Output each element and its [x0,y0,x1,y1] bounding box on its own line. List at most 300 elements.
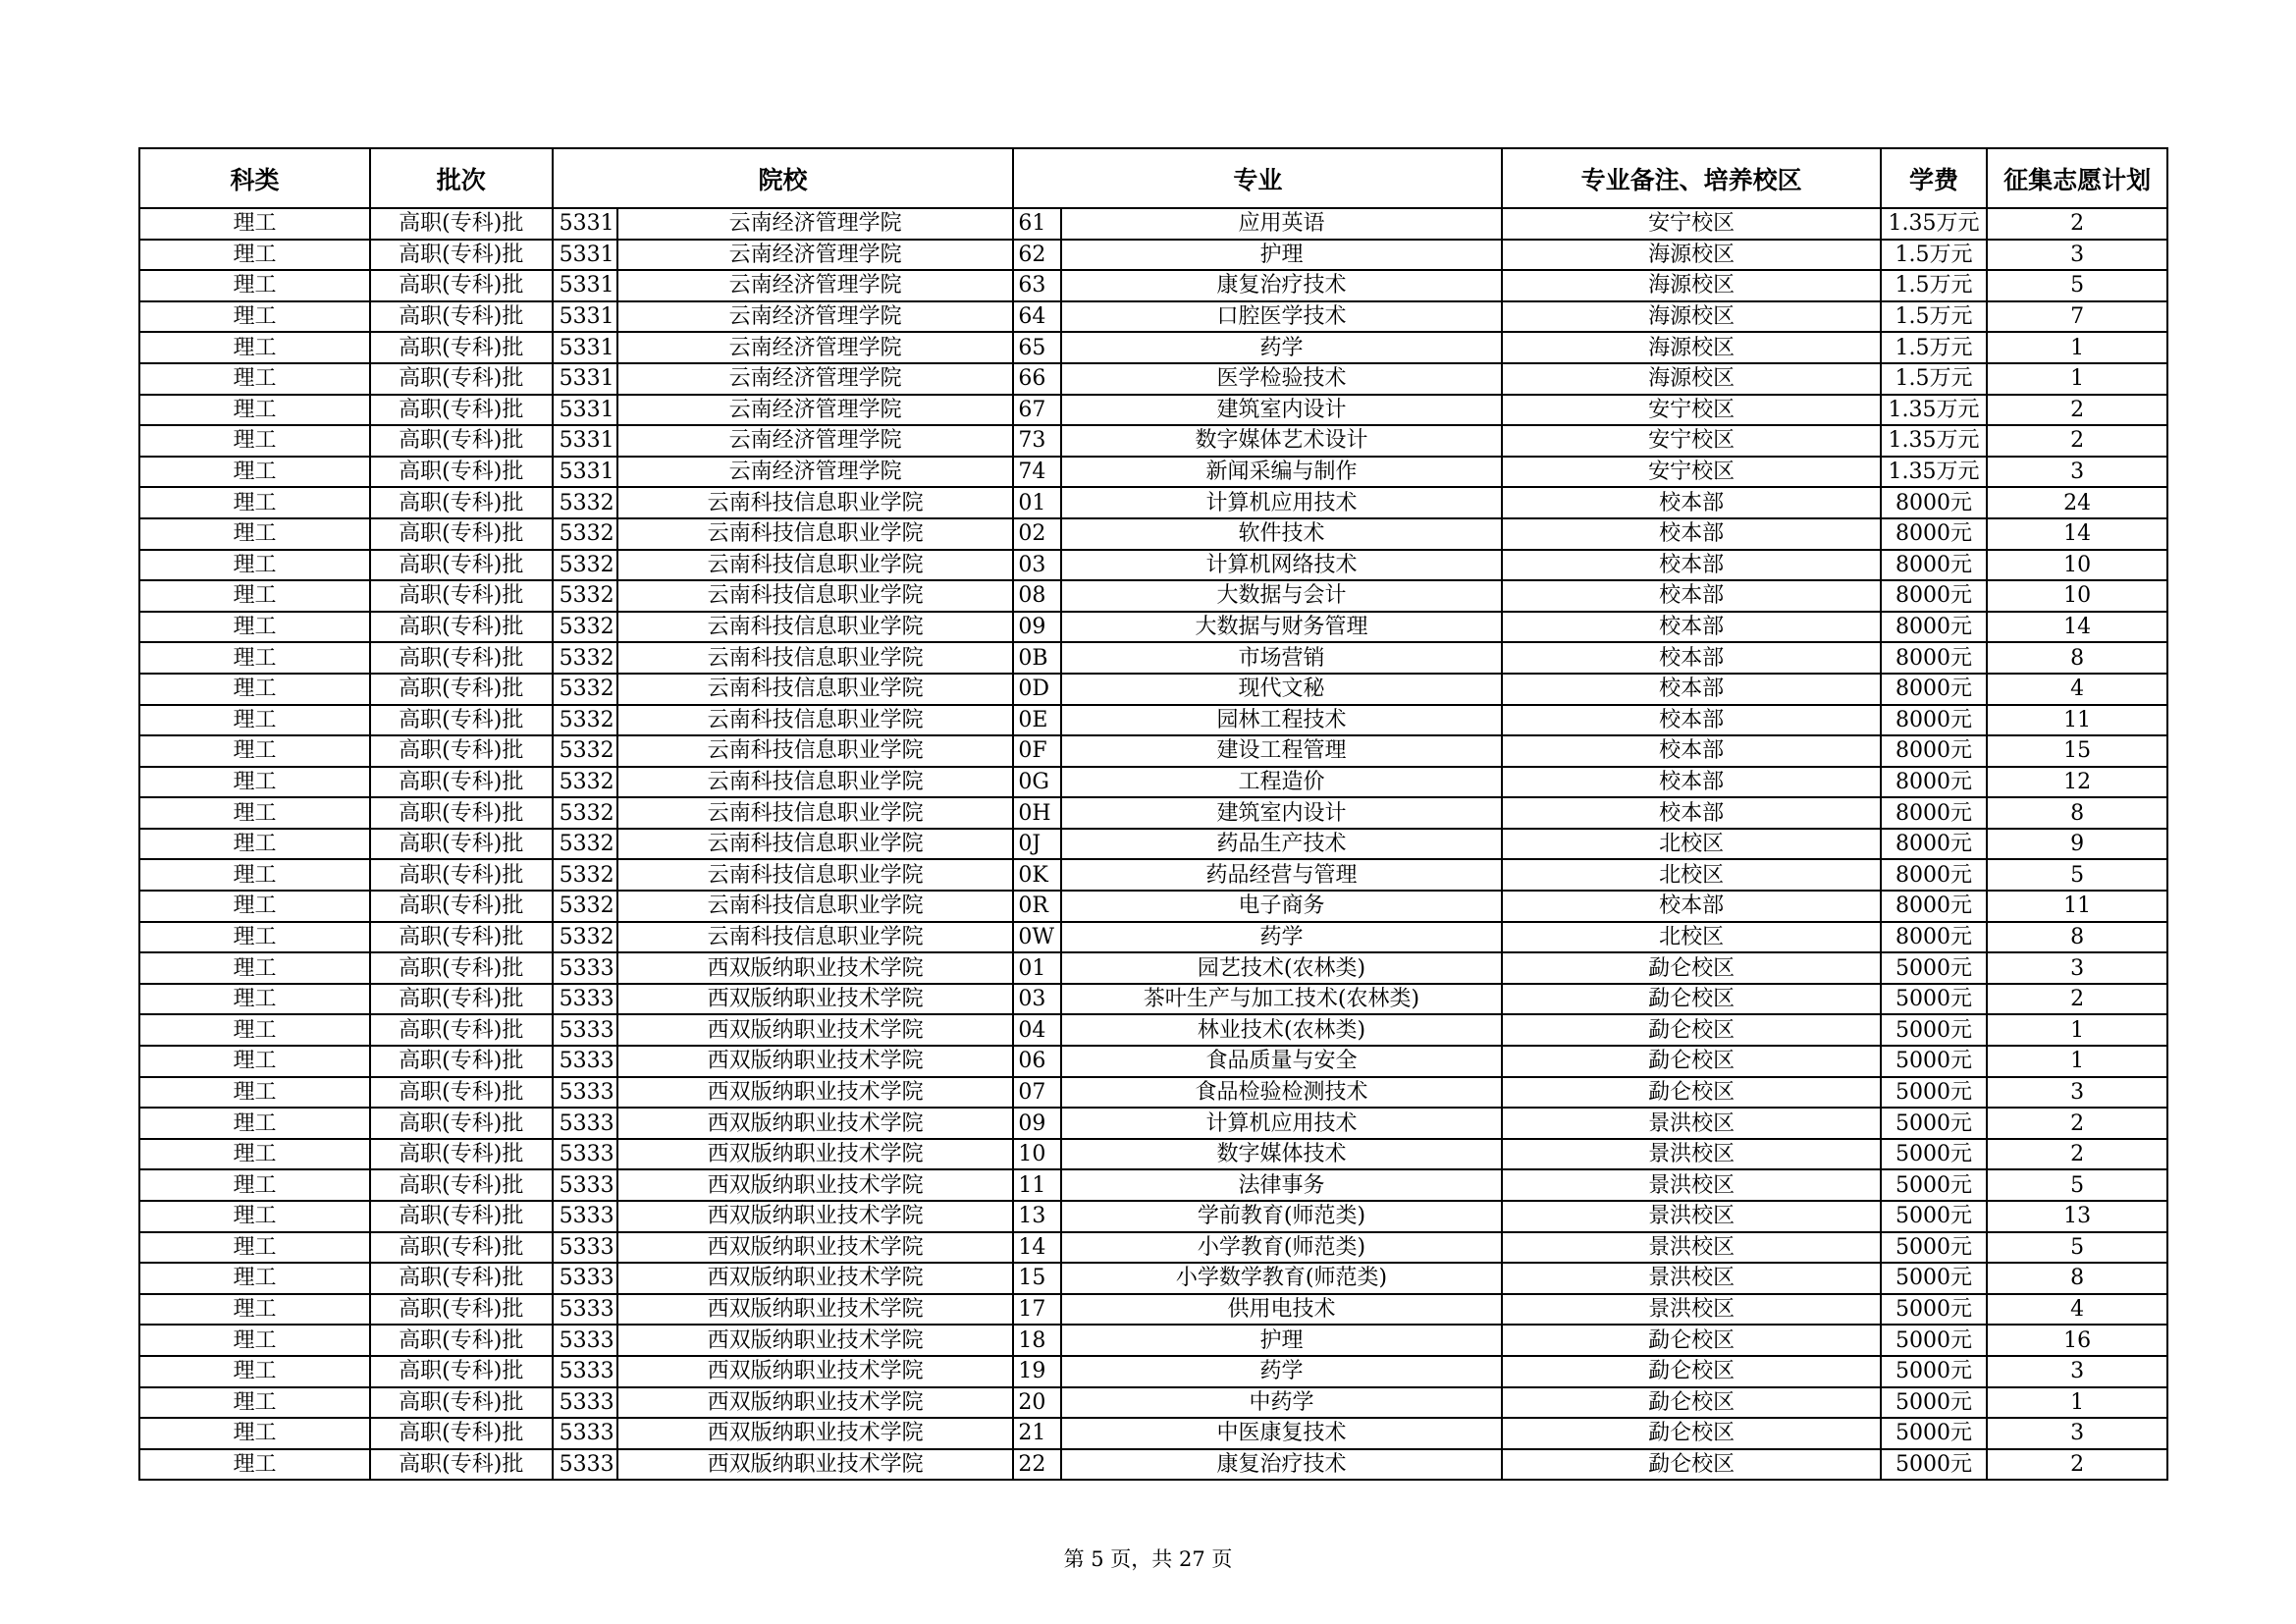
school-name-cell: 西双版纳职业技术学院 [617,1169,1014,1201]
major-name-cell: 数字媒体技术 [1061,1139,1503,1170]
batch-cell: 高职(专科)批 [370,735,553,767]
major-code-cell: 01 [1013,487,1060,518]
campus-cell: 北校区 [1502,829,1880,860]
campus-cell: 校本部 [1502,891,1880,922]
school-name-cell: 云南经济管理学院 [617,270,1014,301]
category-cell: 理工 [139,1169,370,1201]
batch-cell: 高职(专科)批 [370,1418,553,1449]
major-code-cell: 0R [1013,891,1060,922]
campus-cell: 景洪校区 [1502,1139,1880,1170]
major-name-cell: 计算机网络技术 [1061,550,1503,581]
school-code-cell: 5333 [553,1356,617,1387]
batch-cell: 高职(专科)批 [370,1014,553,1046]
category-cell: 理工 [139,1356,370,1387]
page-number: 第 5 页，共 27 页 [1063,1547,1233,1571]
major-code-cell: 0H [1013,797,1060,829]
fee-cell: 5000元 [1881,1077,1987,1109]
campus-cell: 海源校区 [1502,363,1880,395]
fee-cell: 8000元 [1881,922,1987,953]
batch-cell: 高职(专科)批 [370,767,553,798]
batch-cell: 高职(专科)批 [370,1169,553,1201]
major-name-cell: 计算机应用技术 [1061,487,1503,518]
category-cell: 理工 [139,735,370,767]
school-code-cell: 5333 [553,1232,617,1264]
school-code-cell: 5331 [553,363,617,395]
campus-cell: 校本部 [1502,705,1880,736]
campus-cell: 海源校区 [1502,240,1880,271]
batch-cell: 高职(专科)批 [370,1387,553,1419]
campus-cell: 校本部 [1502,612,1880,643]
campus-cell: 校本部 [1502,797,1880,829]
fee-cell: 5000元 [1881,1139,1987,1170]
campus-cell: 海源校区 [1502,270,1880,301]
plan-cell: 1 [1987,1014,2167,1046]
school-name-cell: 云南科技信息职业学院 [617,859,1014,891]
campus-cell: 北校区 [1502,859,1880,891]
category-cell: 理工 [139,1418,370,1449]
school-name-cell: 云南经济管理学院 [617,363,1014,395]
category-cell: 理工 [139,270,370,301]
table-row [139,1325,2167,1356]
school-name-cell: 云南科技信息职业学院 [617,518,1014,550]
fee-cell: 8000元 [1881,735,1987,767]
campus-cell: 校本部 [1502,642,1880,674]
fee-cell: 5000元 [1881,1263,1987,1294]
campus-cell: 勐仑校区 [1502,1077,1880,1109]
school-code-cell: 5332 [553,735,617,767]
fee-cell: 1.5万元 [1881,332,1987,363]
plan-cell: 2 [1987,208,2167,240]
batch-cell: 高职(专科)批 [370,705,553,736]
campus-cell: 景洪校区 [1502,1232,1880,1264]
plan-cell: 5 [1987,859,2167,891]
major-code-cell: 74 [1013,457,1060,488]
table-row [139,518,2167,550]
fee-cell: 8000元 [1881,674,1987,705]
fee-cell: 5000元 [1881,1232,1987,1264]
category-cell: 理工 [139,1108,370,1139]
major-name-cell: 小学教育(师范类) [1061,1232,1503,1264]
fee-cell: 5000元 [1881,1325,1987,1356]
school-code-cell: 5332 [553,612,617,643]
category-cell: 理工 [139,705,370,736]
fee-cell: 1.35万元 [1881,425,1987,457]
major-name-cell: 建筑室内设计 [1061,797,1503,829]
category-cell: 理工 [139,395,370,426]
campus-cell: 校本部 [1502,580,1880,612]
school-code-cell: 5332 [553,580,617,612]
batch-cell: 高职(专科)批 [370,829,553,860]
plan-cell: 9 [1987,829,2167,860]
major-name-cell: 应用英语 [1061,208,1503,240]
batch-cell: 高职(专科)批 [370,1077,553,1109]
major-name-cell: 康复治疗技术 [1061,1449,1503,1481]
major-name-cell: 中医康复技术 [1061,1418,1503,1449]
category-cell: 理工 [139,240,370,271]
major-code-cell: 09 [1013,612,1060,643]
major-name-cell: 茶叶生产与加工技术(农林类) [1061,984,1503,1015]
plan-cell: 1 [1987,1387,2167,1419]
fee-cell: 8000元 [1881,767,1987,798]
school-code-cell: 5332 [553,487,617,518]
table-row [139,952,2167,984]
school-code-cell: 5331 [553,425,617,457]
major-name-cell: 法律事务 [1061,1169,1503,1201]
major-name-cell: 小学数学教育(师范类) [1061,1263,1503,1294]
batch-cell: 高职(专科)批 [370,891,553,922]
batch-cell: 高职(专科)批 [370,1232,553,1264]
school-name-cell: 云南经济管理学院 [617,301,1014,333]
major-name-cell: 药品经营与管理 [1061,859,1503,891]
category-cell: 理工 [139,829,370,860]
fee-cell: 8000元 [1881,487,1987,518]
batch-cell: 高职(专科)批 [370,674,553,705]
fee-cell: 5000元 [1881,1014,1987,1046]
category-cell: 理工 [139,208,370,240]
campus-cell: 海源校区 [1502,301,1880,333]
plan-cell: 5 [1987,1169,2167,1201]
table-row [139,208,2167,240]
table-row [139,270,2167,301]
major-name-cell: 大数据与财务管理 [1061,612,1503,643]
campus-cell: 景洪校区 [1502,1294,1880,1326]
major-code-cell: 0D [1013,674,1060,705]
fee-cell: 8000元 [1881,705,1987,736]
batch-cell: 高职(专科)批 [370,208,553,240]
campus-cell: 校本部 [1502,767,1880,798]
school-code-cell: 5331 [553,301,617,333]
major-code-cell: 67 [1013,395,1060,426]
category-cell: 理工 [139,1232,370,1264]
school-code-cell: 5333 [553,1108,617,1139]
school-code-cell: 5331 [553,395,617,426]
school-name-cell: 云南经济管理学院 [617,457,1014,488]
category-cell: 理工 [139,797,370,829]
major-name-cell: 市场营销 [1061,642,1503,674]
plan-cell: 10 [1987,550,2167,581]
batch-cell: 高职(专科)批 [370,859,553,891]
batch-cell: 高职(专科)批 [370,1139,553,1170]
major-name-cell: 供用电技术 [1061,1294,1503,1326]
batch-cell: 高职(专科)批 [370,425,553,457]
fee-cell: 1.5万元 [1881,301,1987,333]
campus-cell: 勐仑校区 [1502,1418,1880,1449]
school-name-cell: 西双版纳职业技术学院 [617,1294,1014,1326]
plan-cell: 14 [1987,612,2167,643]
fee-cell: 5000元 [1881,1108,1987,1139]
campus-cell: 安宁校区 [1502,208,1880,240]
plan-cell: 1 [1987,1046,2167,1077]
major-code-cell: 0E [1013,705,1060,736]
batch-cell: 高职(专科)批 [370,952,553,984]
school-code-cell: 5331 [553,457,617,488]
school-code-cell: 5331 [553,240,617,271]
batch-cell: 高职(专科)批 [370,580,553,612]
major-name-cell: 康复治疗技术 [1061,270,1503,301]
school-code-cell: 5333 [553,1325,617,1356]
header-row [139,148,2167,208]
batch-cell: 高职(专科)批 [370,518,553,550]
school-name-cell: 西双版纳职业技术学院 [617,984,1014,1015]
table-row [139,922,2167,953]
category-cell: 理工 [139,425,370,457]
campus-cell: 校本部 [1502,550,1880,581]
plan-cell: 3 [1987,952,2167,984]
major-code-cell: 20 [1013,1387,1060,1419]
batch-cell: 高职(专科)批 [370,457,553,488]
plan-cell: 11 [1987,705,2167,736]
school-code-cell: 5332 [553,829,617,860]
campus-cell: 勐仑校区 [1502,1014,1880,1046]
school-code-cell: 5332 [553,518,617,550]
major-code-cell: 09 [1013,1108,1060,1139]
fee-cell: 8000元 [1881,797,1987,829]
school-name-cell: 西双版纳职业技术学院 [617,1356,1014,1387]
major-name-cell: 建筑室内设计 [1061,395,1503,426]
campus-cell: 勐仑校区 [1502,1325,1880,1356]
table-row [139,301,2167,333]
school-name-cell: 云南经济管理学院 [617,395,1014,426]
school-name-cell: 西双版纳职业技术学院 [617,1046,1014,1077]
fee-cell: 5000元 [1881,1201,1987,1232]
table-row [139,487,2167,518]
table-row [139,457,2167,488]
school-code-cell: 5333 [553,1418,617,1449]
school-name-cell: 西双版纳职业技术学院 [617,1232,1014,1264]
school-code-cell: 5332 [553,674,617,705]
major-code-cell: 22 [1013,1449,1060,1481]
table-row [139,797,2167,829]
school-name-cell: 云南科技信息职业学院 [617,642,1014,674]
table-row [139,240,2167,271]
school-name-cell: 云南科技信息职业学院 [617,922,1014,953]
campus-cell: 安宁校区 [1502,457,1880,488]
table-row [139,1014,2167,1046]
school-code-cell: 5333 [553,1294,617,1326]
plan-cell: 7 [1987,301,2167,333]
campus-cell: 勐仑校区 [1502,1387,1880,1419]
table-row [139,550,2167,581]
fee-cell: 1.5万元 [1881,270,1987,301]
batch-cell: 高职(专科)批 [370,363,553,395]
header-plan: 征集志愿计划 [1987,148,2167,208]
plan-cell: 11 [1987,891,2167,922]
major-code-cell: 06 [1013,1046,1060,1077]
school-code-cell: 5333 [553,1169,617,1201]
table-row [139,1201,2167,1232]
header-fee: 学费 [1881,148,1987,208]
major-name-cell: 护理 [1061,240,1503,271]
fee-cell: 5000元 [1881,1418,1987,1449]
major-name-cell: 新闻采编与制作 [1061,457,1503,488]
category-cell: 理工 [139,518,370,550]
plan-cell: 4 [1987,1294,2167,1326]
admission-plan-table [138,147,2168,1481]
major-code-cell: 08 [1013,580,1060,612]
plan-cell: 8 [1987,797,2167,829]
plan-cell: 16 [1987,1325,2167,1356]
major-name-cell: 口腔医学技术 [1061,301,1503,333]
table-row [139,1169,2167,1201]
table-row [139,363,2167,395]
school-code-cell: 5333 [553,1263,617,1294]
school-name-cell: 西双版纳职业技术学院 [617,1201,1014,1232]
major-code-cell: 02 [1013,518,1060,550]
major-name-cell: 医学检验技术 [1061,363,1503,395]
school-name-cell: 云南经济管理学院 [617,208,1014,240]
major-code-cell: 0G [1013,767,1060,798]
major-code-cell: 63 [1013,270,1060,301]
category-cell: 理工 [139,457,370,488]
school-code-cell: 5332 [553,705,617,736]
school-code-cell: 5333 [553,1014,617,1046]
category-cell: 理工 [139,1014,370,1046]
major-name-cell: 林业技术(农林类) [1061,1014,1503,1046]
major-name-cell: 电子商务 [1061,891,1503,922]
school-name-cell: 云南经济管理学院 [617,425,1014,457]
school-name-cell: 西双版纳职业技术学院 [617,952,1014,984]
plan-cell: 3 [1987,1077,2167,1109]
category-cell: 理工 [139,1294,370,1326]
batch-cell: 高职(专科)批 [370,301,553,333]
campus-cell: 景洪校区 [1502,1108,1880,1139]
table-row [139,642,2167,674]
campus-cell: 景洪校区 [1502,1263,1880,1294]
school-code-cell: 5333 [553,984,617,1015]
major-code-cell: 04 [1013,1014,1060,1046]
table-row [139,1232,2167,1264]
table-row [139,1139,2167,1170]
batch-cell: 高职(专科)批 [370,1294,553,1326]
category-cell: 理工 [139,1449,370,1481]
category-cell: 理工 [139,612,370,643]
major-code-cell: 0B [1013,642,1060,674]
plan-cell: 14 [1987,518,2167,550]
header-major: 专业 [1013,148,1502,208]
campus-cell: 景洪校区 [1502,1201,1880,1232]
table-row [139,612,2167,643]
batch-cell: 高职(专科)批 [370,1263,553,1294]
category-cell: 理工 [139,767,370,798]
fee-cell: 5000元 [1881,1356,1987,1387]
category-cell: 理工 [139,891,370,922]
category-cell: 理工 [139,1325,370,1356]
major-code-cell: 13 [1013,1201,1060,1232]
plan-cell: 5 [1987,270,2167,301]
batch-cell: 高职(专科)批 [370,1449,553,1481]
fee-cell: 8000元 [1881,829,1987,860]
table-row [139,1046,2167,1077]
major-code-cell: 0W [1013,922,1060,953]
school-name-cell: 云南科技信息职业学院 [617,612,1014,643]
school-code-cell: 5333 [553,1139,617,1170]
plan-cell: 1 [1987,332,2167,363]
plan-cell: 8 [1987,642,2167,674]
category-cell: 理工 [139,487,370,518]
major-code-cell: 11 [1013,1169,1060,1201]
table-row [139,1449,2167,1481]
batch-cell: 高职(专科)批 [370,612,553,643]
campus-cell: 安宁校区 [1502,425,1880,457]
table-row [139,332,2167,363]
header-school: 院校 [553,148,1014,208]
table-row [139,580,2167,612]
major-name-cell: 建设工程管理 [1061,735,1503,767]
plan-cell: 12 [1987,767,2167,798]
school-name-cell: 西双版纳职业技术学院 [617,1325,1014,1356]
campus-cell: 校本部 [1502,735,1880,767]
major-code-cell: 10 [1013,1139,1060,1170]
major-code-cell: 62 [1013,240,1060,271]
major-code-cell: 01 [1013,952,1060,984]
table-row [139,859,2167,891]
fee-cell: 5000元 [1881,1449,1987,1481]
fee-cell: 1.35万元 [1881,208,1987,240]
school-code-cell: 5332 [553,642,617,674]
major-code-cell: 73 [1013,425,1060,457]
plan-cell: 4 [1987,674,2167,705]
school-code-cell: 5333 [553,1387,617,1419]
school-name-cell: 西双版纳职业技术学院 [617,1387,1014,1419]
major-name-cell: 学前教育(师范类) [1061,1201,1503,1232]
fee-cell: 1.35万元 [1881,457,1987,488]
school-code-cell: 5332 [553,859,617,891]
batch-cell: 高职(专科)批 [370,1201,553,1232]
category-cell: 理工 [139,580,370,612]
fee-cell: 1.5万元 [1881,363,1987,395]
table-row [139,767,2167,798]
table-row [139,1387,2167,1419]
table-row [139,829,2167,860]
plan-cell: 8 [1987,922,2167,953]
fee-cell: 8000元 [1881,580,1987,612]
header-category: 科类 [139,148,370,208]
plan-cell: 2 [1987,1449,2167,1481]
major-name-cell: 计算机应用技术 [1061,1108,1503,1139]
school-code-cell: 5333 [553,1449,617,1481]
plan-cell: 2 [1987,425,2167,457]
category-cell: 理工 [139,550,370,581]
category-cell: 理工 [139,922,370,953]
school-name-cell: 云南科技信息职业学院 [617,550,1014,581]
major-name-cell: 药学 [1061,332,1503,363]
major-name-cell: 园艺技术(农林类) [1061,952,1503,984]
major-name-cell: 药品生产技术 [1061,829,1503,860]
campus-cell: 校本部 [1502,518,1880,550]
school-code-cell: 5332 [553,891,617,922]
major-code-cell: 14 [1013,1232,1060,1264]
plan-cell: 8 [1987,1263,2167,1294]
major-code-cell: 18 [1013,1325,1060,1356]
major-name-cell: 现代文秘 [1061,674,1503,705]
major-name-cell: 中药学 [1061,1387,1503,1419]
batch-cell: 高职(专科)批 [370,487,553,518]
school-code-cell: 5331 [553,208,617,240]
school-name-cell: 西双版纳职业技术学院 [617,1263,1014,1294]
plan-cell: 5 [1987,1232,2167,1264]
school-code-cell: 5333 [553,952,617,984]
school-code-cell: 5333 [553,1046,617,1077]
campus-cell: 勐仑校区 [1502,952,1880,984]
plan-cell: 2 [1987,1108,2167,1139]
table-row [139,1418,2167,1449]
batch-cell: 高职(专科)批 [370,797,553,829]
school-code-cell: 5332 [553,767,617,798]
school-name-cell: 云南科技信息职业学院 [617,797,1014,829]
category-cell: 理工 [139,1046,370,1077]
table-row [139,395,2167,426]
school-name-cell: 云南科技信息职业学院 [617,705,1014,736]
